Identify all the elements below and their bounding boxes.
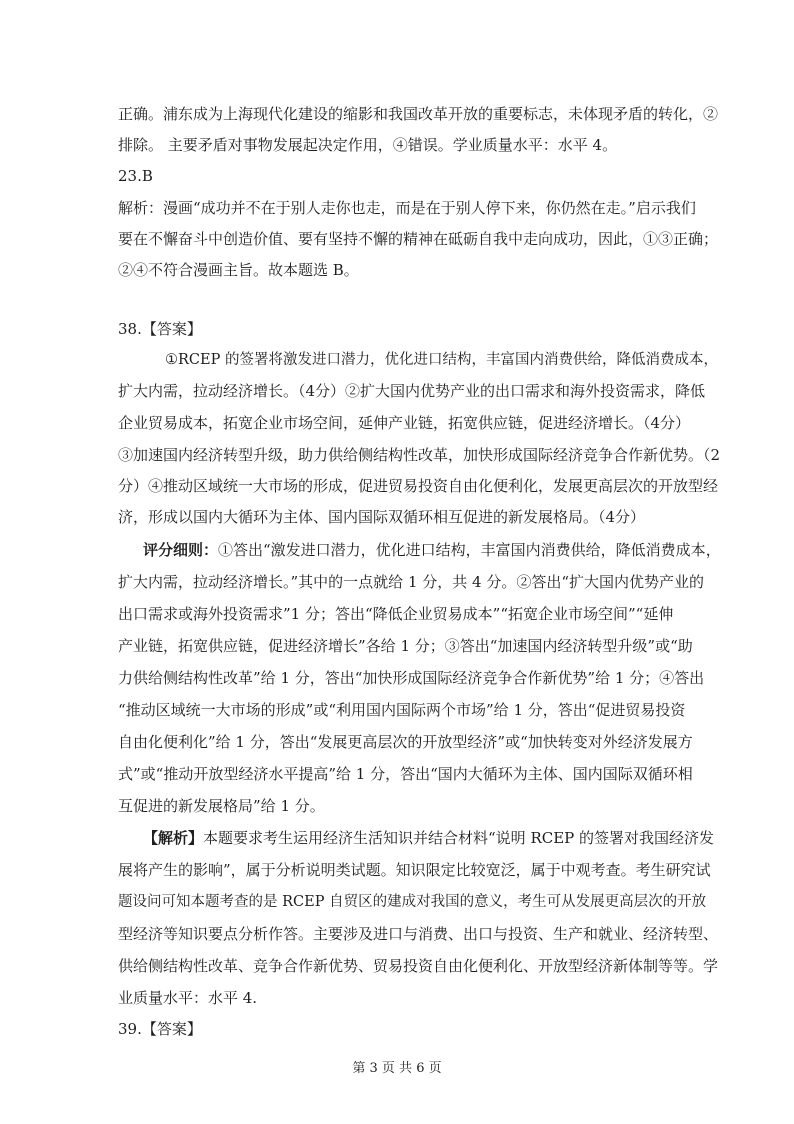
text-line: 企业贸易成本，拓宽企业市场空间，延伸产业链，拓宽供应链，促进经济增长。（4分） bbox=[118, 414, 691, 432]
text-line: 力供给侧结构性改革”给 1 分，答出“加快形成国际经济竞争合作新优势”给 1 分；④答出 bbox=[118, 669, 705, 687]
text-line: 要在不懈奋斗中创造价值、要有坚持不懈的精神在砥砺自我中走向成功，因此，①③正确； bbox=[118, 230, 719, 248]
text-line: 排除。 主要矛盾对事物发展起决定作用，④错误。学业质量水平：水平 4。 bbox=[118, 136, 618, 154]
scoring-label: 评分细则： bbox=[143, 541, 219, 559]
text-line: ①RCEP 的签署将激发进口潜力，优化进口结构，丰富国内消费供给，降低消费成本， bbox=[165, 352, 718, 368]
section-heading: 39.【答案】 bbox=[118, 1020, 202, 1038]
page-number: 第 3 页 共 6 页 bbox=[352, 1061, 442, 1076]
text-line: 题设问可知本题考查的是 RCEP 自贸区的建成对我国的意义，考生可从发展更高层次的开放 bbox=[118, 894, 707, 910]
analysis-label: 【解析】 bbox=[143, 829, 204, 847]
text-line: ③加速国内经济转型升级，助力供给侧结构性改革，加快形成国际经济竞争合作新优势。（2 bbox=[118, 446, 721, 464]
text-line: 互促进的新发展格局”给 1 分。 bbox=[118, 797, 325, 815]
text-line: 型经济等知识要点分析作答。主要涉及进口与消费、出口与投资、生产和就业、经济转型、 bbox=[118, 925, 719, 943]
text-line: 出口需求或海外投资需求”1 分；答出“降低企业贸易成本”“拓宽企业市场空间”“延伸 bbox=[118, 605, 674, 623]
question-number: 23.B bbox=[118, 167, 153, 185]
text-line: 评分细则：①答出“激发进口潜力，优化进口结构，丰富国内消费供给，降低消费成本， bbox=[143, 541, 721, 559]
text-line: 解析：漫画“成功并不在于别人走你也走，而是在于别人停下来，你仍然在走。”启示我们 bbox=[118, 199, 696, 217]
text-line: “推动区域统一大市场的形成”或“利用国内国际两个市场”给 1 分，答出“促进贸易投资 bbox=[118, 701, 686, 719]
text-line: 济，形成以国内大循环为主体、国内国际双循环相互促进的新发展格局。（4分） bbox=[118, 508, 646, 526]
text-line: 正确。浦东成为上海现代化建设的缩影和我国改革开放的重要标志，未体现矛盾的转化，② bbox=[118, 105, 719, 123]
text-line: 【解析】本题要求考生运用经济生活知识并结合材料“说明 RCEP 的签署对我国经济发 bbox=[143, 829, 715, 847]
text-line: 展将产生的影响”，属于分析说明类试题。知识限定比较宽泛，属于中观考查。考生研究试 bbox=[118, 861, 711, 879]
text-line: 扩大内需，拉动经济增长。（4分）②扩大国内优势产业的出口需求和海外投资需求，降低 bbox=[118, 382, 706, 400]
text-line: 式”或“推动开放型经济水平提高”给 1 分，答出“国内大循环为主体、国内国际双循环相 bbox=[118, 765, 693, 783]
text-line: 自由化便利化”给 1 分，答出“发展更高层次的开放型经济”或“加快转变对外经济发展方 bbox=[118, 733, 693, 751]
text-line: 分）④推动区域统一大市场的形成，促进贸易投资自由化便利化，发展更高层次的开放型经 bbox=[118, 477, 719, 495]
text-line: 业质量水平：水平 4. bbox=[118, 989, 258, 1007]
text-line: 扩大内需，拉动经济增长。”其中的一点就给 1 分，共 4 分。②答出“扩大国内优势产业的 bbox=[118, 573, 704, 591]
text-line: 供给侧结构性改革、竞争合作新优势、贸易投资自由化便利化、开放型经济新体制等等。学 bbox=[118, 957, 719, 975]
text-line: 产业链，拓宽供应链，促进经济增长”各给 1 分；③答出“加速国内经济转型升级”或“助 bbox=[118, 637, 693, 655]
section-heading: 38.【答案】 bbox=[118, 320, 202, 338]
text-line: ②④不符合漫画主旨。故本题选 B。 bbox=[118, 261, 359, 279]
